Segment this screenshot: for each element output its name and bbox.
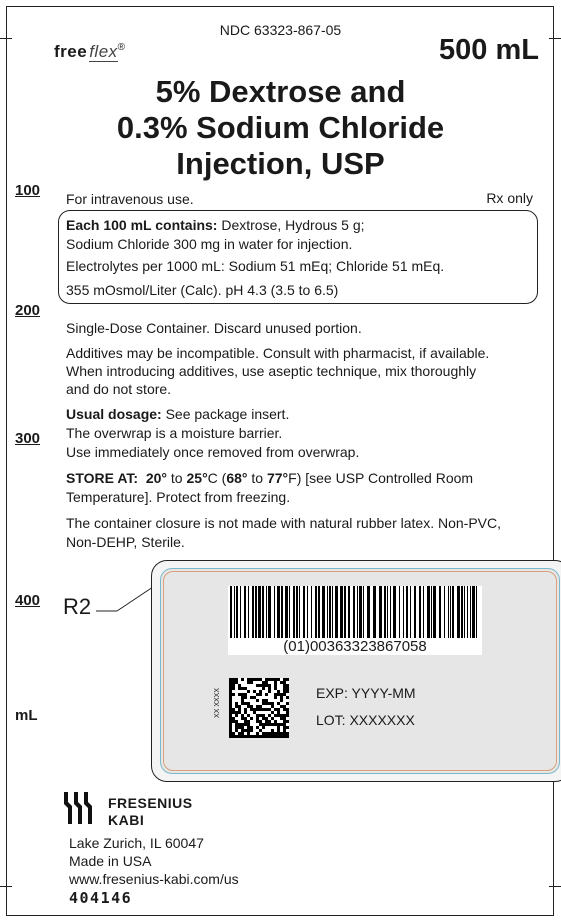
crop-mark-bottom-right bbox=[549, 886, 561, 887]
rx-only: Rx only bbox=[486, 190, 533, 206]
barcode-number: (01)00363323867058 bbox=[228, 638, 482, 655]
website: www.fresenius-kabi.com/us bbox=[69, 871, 239, 887]
storage-heading: STORE AT: bbox=[66, 470, 139, 486]
expiration-field: EXP: YYYY-MM bbox=[316, 685, 416, 701]
single-dose-text: Single-Dose Container. Discard unused portion. bbox=[66, 320, 362, 336]
manufacturer-address bbox=[69, 834, 239, 888]
graduation-300: 300 bbox=[15, 430, 41, 447]
storage-f-rest: F) [see USP Controlled Room bbox=[288, 470, 474, 486]
lot-field: LOT: XXXXXXX bbox=[316, 712, 415, 728]
contents-heading: Each 100 mL contains: bbox=[66, 217, 218, 233]
contents-line-1 bbox=[66, 216, 365, 234]
latex-line-1: The container closure is not made with natural rubber latex. Non-PVC, bbox=[66, 515, 501, 531]
dosage-line-1 bbox=[66, 405, 289, 423]
storage-line-1 bbox=[66, 469, 473, 487]
dosage-line-2: The overwrap is a moisture barrier. bbox=[66, 425, 283, 441]
product-title bbox=[0, 74, 561, 182]
ndc-number: NDC 63323-867-05 bbox=[219, 22, 342, 38]
storage-f-high: 77° bbox=[266, 470, 289, 486]
manufacturer-name-line: FRESENIUS bbox=[108, 795, 193, 811]
crop-mark-bottom-left bbox=[0, 886, 12, 887]
crop-mark-top-right bbox=[549, 38, 561, 39]
fresenius-kabi-logo-icon bbox=[62, 790, 98, 826]
matrix-side-code: XX XXXX bbox=[214, 688, 221, 718]
dosage-heading: Usual dosage: bbox=[66, 406, 162, 422]
logo-free: free bbox=[54, 42, 88, 61]
dosage-rest: See package insert. bbox=[161, 406, 290, 422]
dosage-line-3: Use immediately once removed from overwrap. bbox=[66, 444, 360, 460]
storage-line-2: Temperature]. Protect from freezing. bbox=[66, 489, 291, 505]
storage-c-high: 25° bbox=[186, 470, 208, 486]
manufacturer-name-line: KABI bbox=[108, 812, 145, 828]
address-line: Lake Zurich, IL 60047 bbox=[69, 835, 204, 851]
contents-line-3: Electrolytes per 1000 mL: Sodium 51 mEq; Chloride 51 mEq. bbox=[66, 258, 445, 274]
storage-to: to bbox=[167, 470, 187, 486]
graduation-unit: mL bbox=[15, 707, 38, 724]
volume: 500 mL bbox=[439, 34, 539, 66]
contents-line-4: 355 mOsmol/Liter (Calc). pH 4.3 (3.5 to 6.5) bbox=[66, 282, 339, 298]
r2-callout: R2 bbox=[63, 594, 92, 619]
route-text: For intravenous use. bbox=[66, 191, 194, 207]
product-code: 404146 bbox=[69, 889, 133, 907]
additives-line-2: When introducing additives, use aseptic technique, mix thoroughly bbox=[66, 363, 477, 379]
title-line: 0.3% Sodium Chloride bbox=[116, 110, 445, 145]
additives-line-1: Additives may be incompatible. Consult with pharmacist, if available. bbox=[66, 345, 490, 361]
additives-line-3: and do not store. bbox=[66, 381, 172, 397]
graduation-100: 100 bbox=[15, 182, 41, 199]
crop-mark-top-left bbox=[0, 38, 12, 39]
storage-to: to bbox=[247, 470, 267, 486]
linear-barcode bbox=[228, 586, 482, 638]
contents-line-2: Sodium Chloride 300 mg in water for injection. bbox=[66, 236, 353, 252]
storage-c-low: 20° bbox=[145, 470, 168, 486]
manufacturer-name bbox=[108, 795, 193, 829]
logo-registered: ® bbox=[117, 42, 126, 53]
contents-line-1-rest: Dextrose, Hydrous 5 g; bbox=[217, 217, 365, 233]
latex-line-2: Non-DEHP, Sterile. bbox=[66, 534, 185, 550]
datamatrix-code bbox=[229, 678, 289, 738]
address-line: Made in USA bbox=[69, 853, 152, 869]
title-line: Injection, USP bbox=[176, 146, 385, 181]
logo-flex: flex bbox=[89, 42, 118, 61]
title-line: 5% Dextrose and bbox=[155, 74, 406, 109]
storage-f-low: 68° bbox=[226, 470, 248, 486]
storage-c-unit: C ( bbox=[207, 470, 227, 486]
graduation-400: 400 bbox=[15, 592, 41, 609]
graduation-200: 200 bbox=[15, 302, 41, 319]
freeflex-logo bbox=[54, 42, 126, 62]
